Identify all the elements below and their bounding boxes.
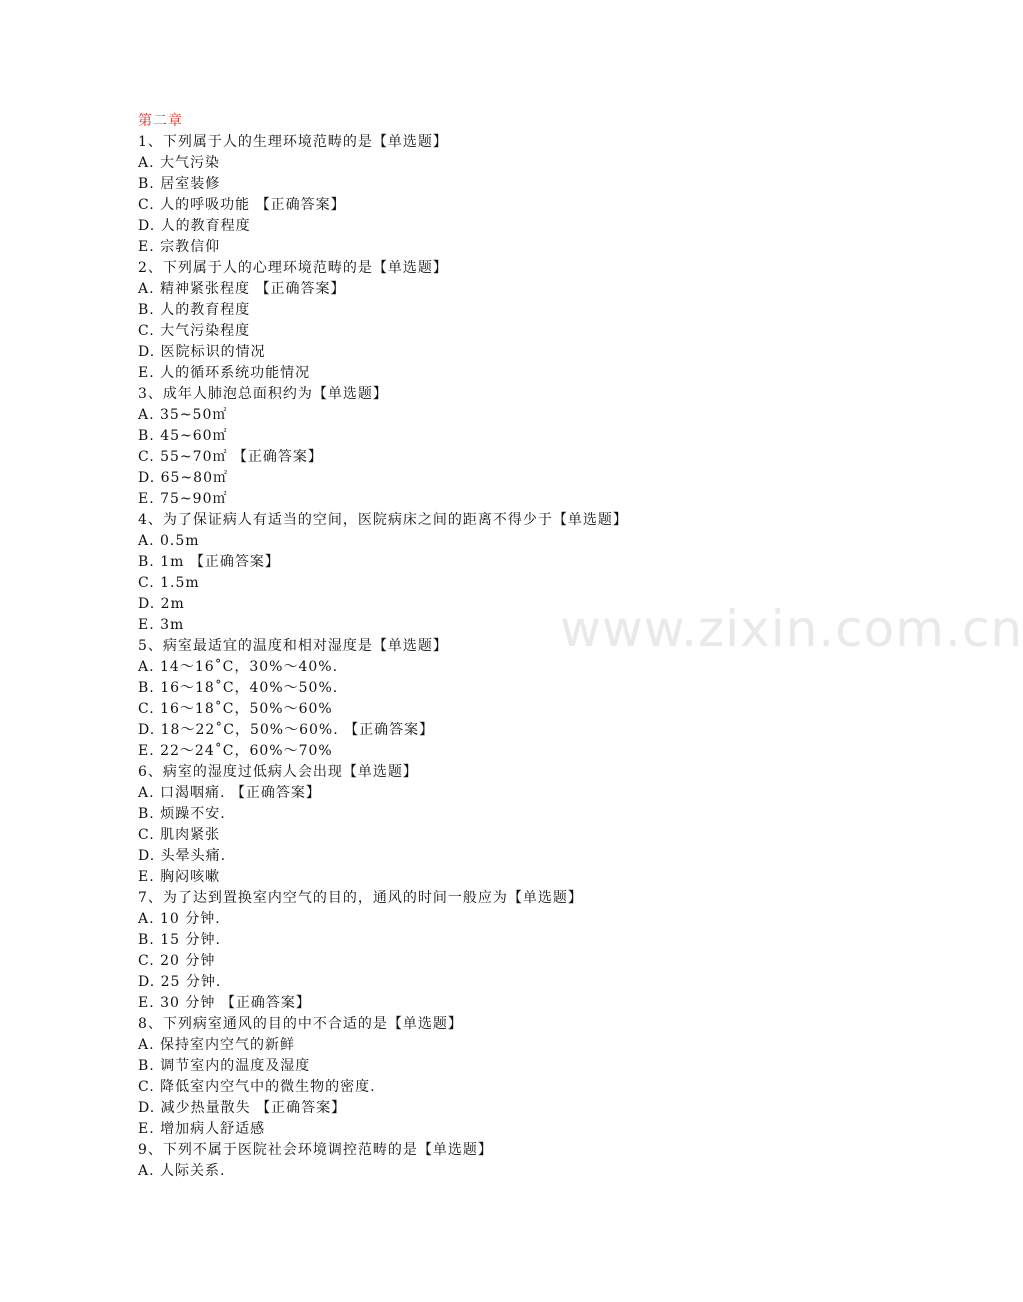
question-stem: 8、下列病室通风的目的中不合适的是【单选题】 xyxy=(138,1016,463,1032)
answer-option: B. 16～18˚C，40%～50%. xyxy=(138,680,339,696)
answer-option: B. 1m 【正确答案】 xyxy=(138,554,280,570)
answer-option: C. 人的呼吸功能 【正确答案】 xyxy=(138,197,346,213)
answer-option: C. 肌肉紧张 xyxy=(138,827,221,843)
answer-option: D. 医院标识的情况 xyxy=(138,344,266,360)
answer-option: B. 45~60㎡ xyxy=(138,428,228,444)
answer-option: A. 10 分钟. xyxy=(138,911,221,927)
answer-option: B. 调节室内的温度及湿度 xyxy=(138,1058,311,1074)
answer-option: A. 0.5m xyxy=(138,533,200,549)
answer-option: A. 人际关系. xyxy=(138,1163,226,1179)
document-page xyxy=(138,111,838,1182)
question-stem: 2、下列属于人的心理环境范畴的是【单选题】 xyxy=(138,260,448,276)
answer-option: A. 35~50㎡ xyxy=(138,407,228,423)
answer-option: C. 大气污染程度 xyxy=(138,323,251,339)
chapter-title: 第二章 xyxy=(138,113,183,129)
answer-option: E. 增加病人舒适感 xyxy=(138,1121,266,1137)
answer-option: D. 人的教育程度 xyxy=(138,218,251,234)
answer-option: E. 3m xyxy=(138,617,185,633)
question-stem: 3、成年人肺泡总面积约为【单选题】 xyxy=(138,386,388,402)
answer-option: B. 人的教育程度 xyxy=(138,302,251,318)
question-stem: 9、下列不属于医院社会环境调控范畴的是【单选题】 xyxy=(138,1142,493,1158)
question-stem: 6、病室的湿度过低病人会出现【单选题】 xyxy=(138,764,418,780)
answer-option: D. 18～22˚C，50%～60%. 【正确答案】 xyxy=(138,722,435,738)
answer-option: B. 15 分钟. xyxy=(138,932,221,948)
answer-option: B. 居室装修 xyxy=(138,176,221,192)
question-stem: 4、为了保证病人有适当的空间，医院病床之间的距离不得少于【单选题】 xyxy=(138,512,628,528)
answer-option: A. 精神紧张程度 【正确答案】 xyxy=(138,281,346,297)
watermark: www.zixin.com.cn xyxy=(560,600,1023,658)
answer-option: D. 头晕头痛. xyxy=(138,848,227,864)
answer-option: C. 1.5m xyxy=(138,575,200,591)
answer-option: E. 30 分钟 【正确答案】 xyxy=(138,995,311,1011)
question-list xyxy=(138,132,838,1182)
answer-option: A. 大气污染 xyxy=(138,155,221,171)
answer-option: B. 烦躁不安. xyxy=(138,806,226,822)
answer-option: E. 75~90㎡ xyxy=(138,491,228,507)
answer-option: D. 2m xyxy=(138,596,185,612)
answer-option: A. 口渴咽痛. 【正确答案】 xyxy=(138,785,321,801)
question-stem: 5、病室最适宜的温度和相对湿度是【单选题】 xyxy=(138,638,448,654)
question-stem: 1、下列属于人的生理环境范畴的是【单选题】 xyxy=(138,134,448,150)
answer-option: C. 降低室内空气中的微生物的密度. xyxy=(138,1079,376,1095)
answer-option: D. 25 分钟. xyxy=(138,974,222,990)
answer-option: C. 20 分钟 xyxy=(138,953,216,969)
answer-option: A. 14～16˚C，30%～40%. xyxy=(138,659,339,675)
answer-option: E. 22～24˚C，60%～70% xyxy=(138,743,333,759)
answer-option: E. 胸闷咳嗽 xyxy=(138,869,221,885)
answer-option: D. 减少热量散失 【正确答案】 xyxy=(138,1100,347,1116)
answer-option: C. 55~70㎡ 【正确答案】 xyxy=(138,449,323,465)
answer-option: C. 16～18˚C，50%～60% xyxy=(138,701,333,717)
answer-option: A. 保持室内空气的新鲜 xyxy=(138,1037,296,1053)
answer-option: E. 宗教信仰 xyxy=(138,239,221,255)
question-stem: 7、为了达到置换室内空气的目的，通风的时间一般应为【单选题】 xyxy=(138,890,583,906)
answer-option: E. 人的循环系统功能情况 xyxy=(138,365,311,381)
answer-option: D. 65~80㎡ xyxy=(138,470,228,486)
